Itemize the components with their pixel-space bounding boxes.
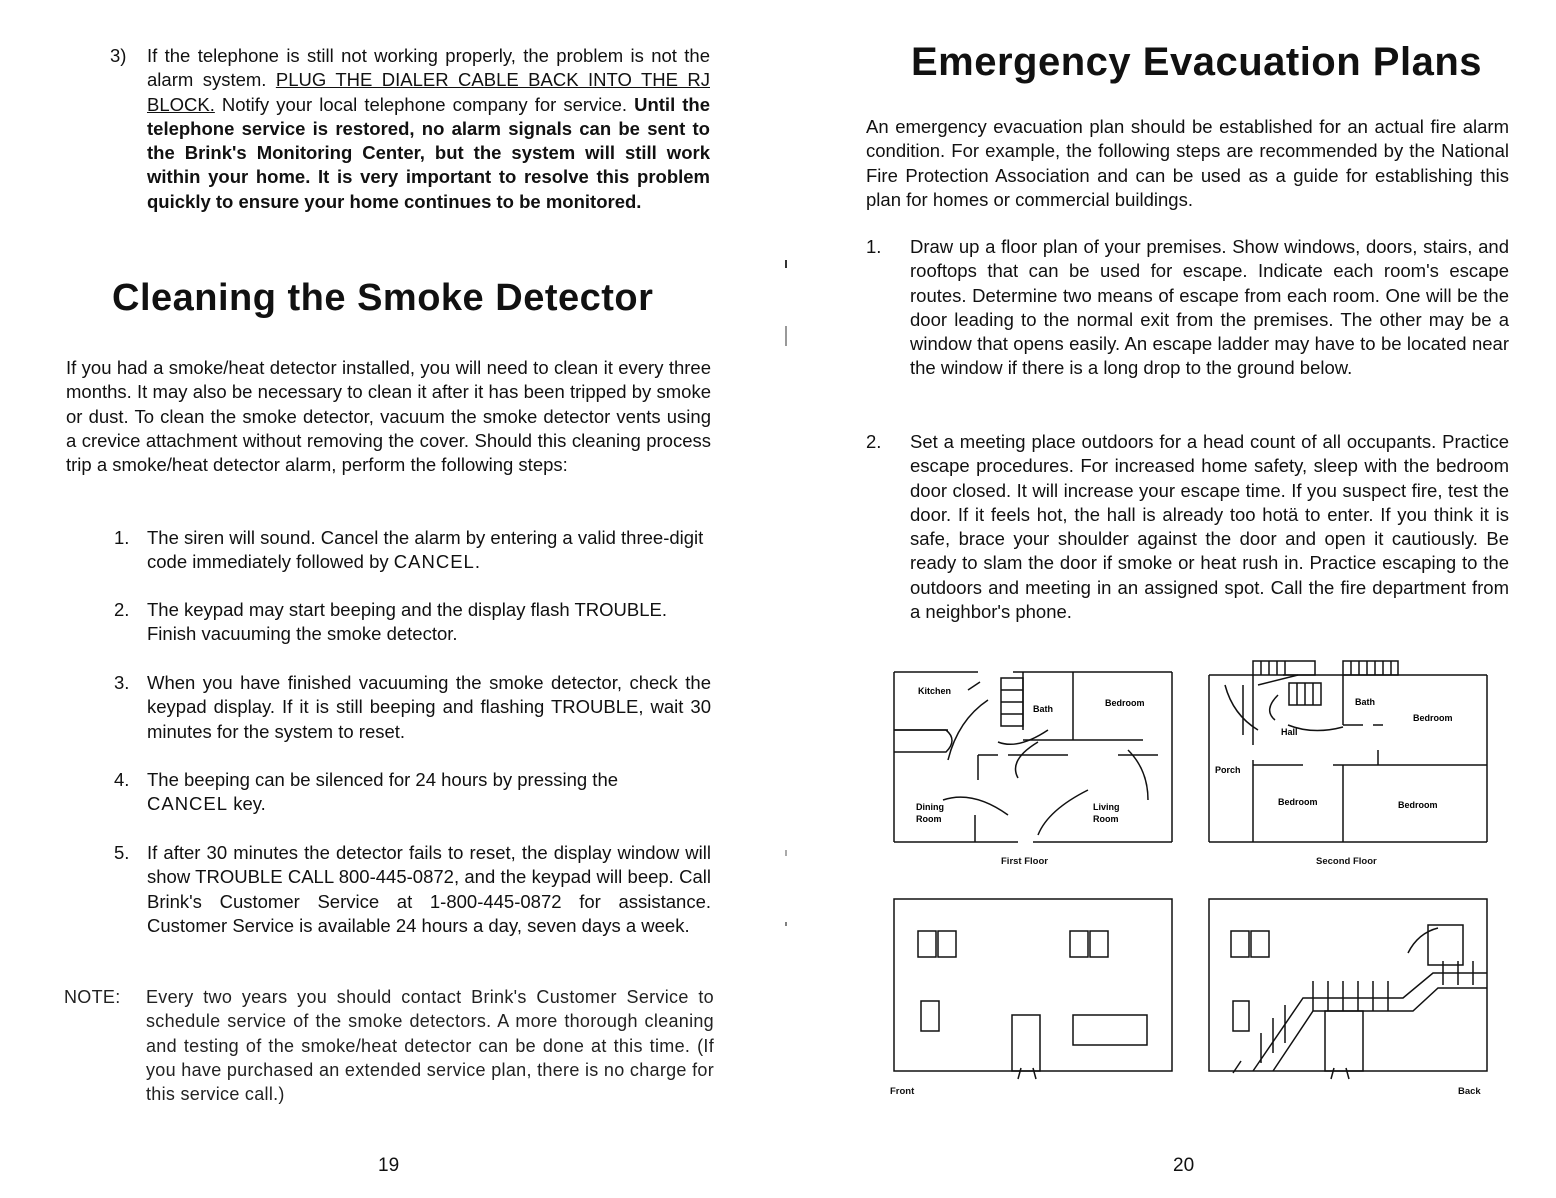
step-text-after: key. bbox=[228, 793, 266, 815]
back-elevation bbox=[1203, 893, 1493, 1097]
diagram-caption: First Floor bbox=[1001, 856, 1048, 867]
step-text-a: If the telephone is still not working properly, the problem is not the alarm system. bbox=[147, 45, 710, 91]
list-item bbox=[866, 430, 1509, 624]
intro-paragraph: An emergency evacuation plan should be established for an actual fire alarm condition. For example, the following steps are recommended by the National Fire Protection Association and can be used as a guide for establishing this plan for homes or commercial buildings. bbox=[866, 116, 1509, 210]
room-label: Bedroom bbox=[1278, 797, 1318, 807]
step-text-b: Notify your local telephone company for service. bbox=[214, 93, 635, 115]
room-label: Dining bbox=[916, 802, 944, 812]
step-text-body: The siren will sound. Cancel the alarm by entering a valid three-digit code immediately followed by bbox=[147, 527, 704, 573]
step-text: The keypad may start beeping and the display flash TROUBLE. Finish vacuuming the smoke detector. bbox=[147, 599, 667, 645]
step-text bbox=[147, 768, 677, 817]
list-item bbox=[114, 768, 711, 817]
first-floor-plan bbox=[888, 660, 1178, 865]
list-item bbox=[114, 526, 711, 575]
second-floor-plan bbox=[1203, 655, 1493, 867]
page-heading: Cleaning the Smoke Detector bbox=[112, 277, 654, 319]
note-text: Every two years you should contact Brink's Customer Service to schedule service of the smoke detectors. A more thorough cleaning and testing of the smoke/heat detector can be done at this time. (If you have purchased an extended service plan, there is no charge for this service call.) bbox=[146, 987, 714, 1105]
step-text bbox=[147, 44, 710, 214]
cancel-key-label: CANCEL bbox=[147, 793, 229, 815]
list-item bbox=[866, 235, 1509, 381]
step-text-body: The beeping can be silenced for 24 hours by pressing the bbox=[147, 769, 619, 790]
second-floor-drawing bbox=[1203, 655, 1493, 855]
step-text: If after 30 minutes the detector fails to reset, the display window will show TROUBLE CALL 800-445-0872, and the keypad will beep. Call Brink's Customer Service at 1-800-445-0872 for assistance. Customer Service is available 24 hours a day, seven days a week. bbox=[147, 842, 711, 936]
front-elevation bbox=[888, 893, 1178, 1097]
step-text: Set a meeting place outdoors for a head count of all occupants. Practice escape procedures. For increased home safety, sleep with the bedroom door closed. It will increase your escape time. If you suspect fire, test the door. If it feels hot, the hall is already too hotä to enter. If you think it is safe, brace your shoulder against the door and open it cautiously. Be ready to slam the door if smoke or heat rush in. Practice escaping to the outdoors and meeting in an assigned spot. Call the fire department from a neighbor's phone. bbox=[910, 431, 1509, 623]
bold-warning: Until the telephone service is restored, no alarm signals can be sent to the Brink's Monitoring Center, but the system will still work within your home. It is very important to resolve this problem quickly to ensure your home continues to be monitored. bbox=[147, 93, 710, 212]
step-number: 3) bbox=[110, 45, 127, 66]
page-heading: Emergency Evacuation Plans bbox=[911, 40, 1483, 84]
page-number: 20 bbox=[1173, 1155, 1195, 1176]
step-number: 2. bbox=[114, 599, 130, 620]
room-label: Kitchen bbox=[918, 686, 952, 696]
note-label: NOTE: bbox=[64, 987, 121, 1007]
list-item bbox=[114, 598, 711, 647]
step-number: 1. bbox=[114, 527, 130, 548]
back-elevation-drawing bbox=[1203, 893, 1493, 1083]
step-number: 4. bbox=[114, 769, 130, 790]
room-label: Bath bbox=[1033, 704, 1053, 714]
room-label: Room bbox=[916, 814, 942, 824]
room-label: Bedroom bbox=[1413, 713, 1453, 723]
intro-paragraph: If you had a smoke/heat detector installed, you will need to clean it every three months. It may also be necessary to clean it after it has been tripped by smoke or dust. To clean the smoke detector, vacuum the smoke detector vents using a crevice attachment without removing the cover. Should this cleaning process trip a smoke/heat detector alarm, perform the following steps: bbox=[66, 357, 711, 476]
front-label: Front bbox=[890, 1086, 915, 1097]
room-label: Bedroom bbox=[1105, 698, 1145, 708]
back-label: Back bbox=[1458, 1086, 1481, 1097]
right-page bbox=[778, 0, 1556, 1198]
step-3-phone bbox=[110, 44, 710, 214]
step-text: Draw up a floor plan of your premises. Show windows, doors, stairs, and rooftops that can be used for escape. Indicate each room's escape routes. Determine two means of escape from each room. One will be the door leading to the normal exit from the premises. The other may be a window that opens easily. An escape ladder may have to be located near the window if there is a long drop to the ground below. bbox=[910, 236, 1509, 379]
diagram-caption: Second Floor bbox=[1316, 856, 1377, 867]
list-item bbox=[114, 671, 711, 744]
step-text-after: . bbox=[474, 551, 480, 573]
front-elevation-drawing bbox=[888, 893, 1178, 1083]
first-floor-drawing bbox=[888, 660, 1178, 860]
room-label: Hall bbox=[1281, 727, 1298, 737]
room-label: Living bbox=[1093, 802, 1120, 812]
step-number: 1. bbox=[866, 236, 882, 257]
note-block bbox=[64, 985, 714, 1106]
cancel-key-label: CANCEL bbox=[393, 551, 475, 573]
room-label: Room bbox=[1093, 814, 1119, 824]
room-label: Bath bbox=[1355, 697, 1375, 707]
room-label: Bedroom bbox=[1398, 800, 1438, 810]
room-label: Porch bbox=[1215, 765, 1241, 775]
step-text: When you have finished vacuuming the smoke detector, check the keypad display. If it is still beeping and flashing TROUBLE, wait 30 minutes for the system to reset. bbox=[147, 672, 711, 742]
step-text bbox=[147, 526, 711, 575]
step-number: 5. bbox=[114, 842, 130, 863]
list-item bbox=[114, 841, 711, 938]
step-number: 2. bbox=[866, 431, 882, 452]
underlined-instruction: PLUG THE DIALER CABLE BACK INTO THE RJ BLOCK. bbox=[147, 69, 710, 115]
page-number: 19 bbox=[378, 1155, 400, 1176]
step-number: 3. bbox=[114, 672, 130, 693]
